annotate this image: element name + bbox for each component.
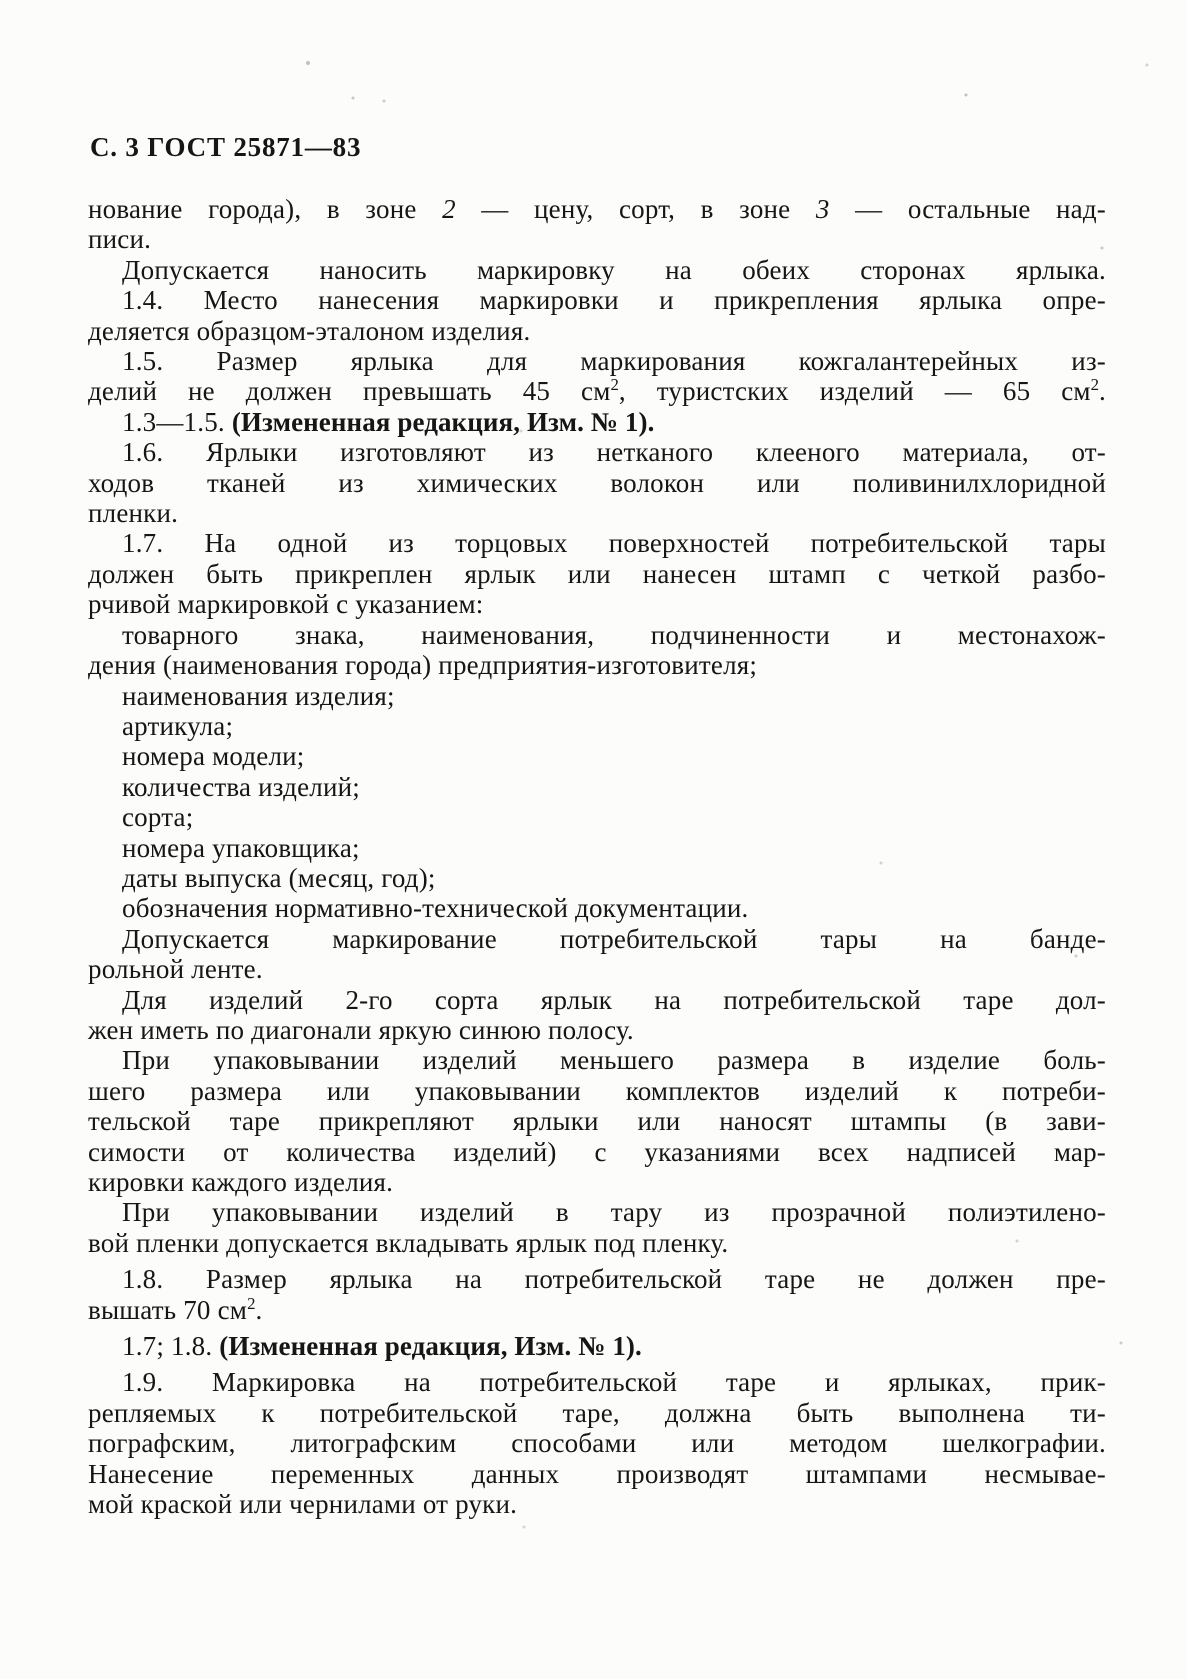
text-run: делий не должен превышать 45 см (88, 376, 611, 407)
text-run: вой пленки допускается вкладывать ярлык под пленку. (88, 1227, 729, 1258)
text-line (88, 954, 1106, 984)
text-run: 1.6. Ярлыки изготовляют из нетканого клееного материала, от- (122, 437, 1106, 468)
text-run: 1.8. Размер ярлыка на потребительской таре не должен пре- (122, 1264, 1106, 1295)
text-line (88, 772, 1106, 802)
text-line (88, 1015, 1106, 1045)
text-line (88, 1045, 1106, 1075)
text-run: вышать 70 см (88, 1294, 248, 1325)
text-run: шего размера или упаковывании комплектов изделий к потреби- (88, 1075, 1106, 1106)
text-run: 3 (815, 194, 830, 224)
text-run: номера модели; (122, 741, 305, 772)
text-line (88, 224, 1106, 254)
text-line (88, 1428, 1106, 1458)
text-line (88, 1264, 1106, 1294)
text-line (88, 1167, 1106, 1197)
text-run: . (255, 1294, 263, 1325)
text-run: даты выпуска (месяц, год); (122, 862, 436, 893)
text-run: 1.3—1.5. (122, 406, 232, 437)
text-line (88, 559, 1106, 589)
text-run: 1.4. Место нанесения маркировки и прикрепления ярлыка опре- (122, 285, 1106, 316)
text-run: 1.7; 1.8. (122, 1331, 220, 1362)
text-run: При упаковывании изделий в тару из прозрачной полиэтилено- (122, 1197, 1106, 1228)
text-line (88, 1137, 1106, 1167)
text-run: обозначения нормативно-технической документации. (122, 893, 749, 924)
text-run: пографским, литографским способами или методом шелкографии. (88, 1428, 1106, 1459)
text-line (88, 437, 1106, 467)
text-line (88, 924, 1106, 954)
text-run: наименования изделия; (122, 680, 395, 711)
text-line (88, 1489, 1106, 1519)
text-line (88, 650, 1106, 680)
text-run: симости от количества изделий) с указаниями всех надписей мар- (88, 1136, 1106, 1167)
text-line (88, 255, 1106, 285)
text-line (88, 498, 1106, 528)
text-run: — цену, сорт, в зоне (455, 194, 816, 224)
text-run: тельской таре прикрепляют ярлыки или наносят штампы (в зави- (88, 1106, 1106, 1137)
text-line (88, 1197, 1106, 1227)
text-run: Допускается маркирование потребительской тары на банде- (122, 923, 1106, 954)
text-line (88, 1331, 1106, 1361)
text-run: артикула; (122, 710, 234, 741)
text-run: дения (наименования города) предприятия-изготовителя; (88, 650, 758, 681)
text-line (88, 316, 1106, 346)
text-line (88, 194, 1106, 224)
text-line (88, 681, 1106, 711)
text-line (88, 620, 1106, 650)
text-line (88, 1076, 1106, 1106)
text-run: Допускается наносить маркировку на обеих сторонах ярлыка. (122, 254, 1106, 285)
text-run: — остальные над- (829, 194, 1106, 224)
text-run: При упаковывании изделий меньшего размера в изделие боль- (122, 1045, 1106, 1076)
text-line (88, 1398, 1106, 1428)
text-run: писи. (88, 224, 152, 255)
text-line (88, 1367, 1106, 1397)
text-line (88, 985, 1106, 1015)
text-run: рольной ленте. (88, 954, 263, 985)
text-line (88, 863, 1106, 893)
text-run: (Измененная редакция, Изм. № 1). (219, 1331, 642, 1362)
scan-speck-artifacts (0, 0, 2, 2)
page-header: С. 3 ГОСТ 25871—83 (90, 132, 362, 162)
text-run: , туристских изделий — 65 см (618, 376, 1091, 407)
text-line (88, 741, 1106, 771)
text-run: репляемых к потребительской таре, должна быть выполнена ти- (88, 1397, 1106, 1428)
text-line (88, 802, 1106, 832)
text-run: Нанесение переменных данных производят штампами несмывае- (88, 1458, 1106, 1489)
text-run: товарного знака, наименования, подчиненности и местонахож- (122, 619, 1106, 650)
text-run: 2 (1090, 375, 1100, 395)
text-run: 2 (442, 194, 456, 224)
text-line (88, 1228, 1106, 1258)
text-run: 1.9. Маркировка на потребительской таре и ярлыках, прик- (122, 1367, 1106, 1398)
text-line (88, 1106, 1106, 1136)
text-line (88, 376, 1106, 406)
text-line (88, 346, 1106, 376)
text-run: рчивой маркировкой с указанием: (88, 589, 484, 620)
document-body (88, 194, 1106, 1519)
text-run: кировки каждого изделия. (88, 1167, 394, 1197)
text-run: деляется образцом-эталоном изделия. (88, 315, 531, 346)
text-run: . (1099, 376, 1106, 407)
text-line (88, 1295, 1106, 1325)
text-run: 1.5. Размер ярлыка для маркирования кожгалантерейных из- (122, 346, 1106, 377)
text-run: Для изделий 2-го сорта ярлык на потребительской таре дол- (122, 984, 1106, 1015)
text-run: мой краской или чернилами от руки. (88, 1489, 518, 1520)
text-run: ходов тканей из химических волокон или поливинилхлоридной (88, 467, 1106, 498)
text-line (88, 407, 1106, 437)
text-run: нование города), в зоне (88, 194, 443, 224)
text-line (88, 589, 1106, 619)
text-run: количества изделий; (122, 771, 360, 802)
text-run: сорта; (122, 802, 194, 833)
text-line (88, 833, 1106, 863)
text-run: должен быть прикреплен ярлык или нанесен штамп с четкой разбо- (88, 558, 1106, 589)
text-run: (Измененная редакция, Изм. № 1). (231, 406, 655, 437)
text-line (88, 711, 1106, 741)
text-line (88, 528, 1106, 558)
text-line (88, 285, 1106, 315)
text-run: жен иметь по диагонали яркую синюю полосу. (88, 1014, 634, 1045)
text-run: 2 (247, 1293, 256, 1313)
text-run: 1.7. На одной из торцовых поверхностей потребительской тары (122, 528, 1106, 559)
text-run: номера упаковщика; (122, 832, 360, 863)
text-line (88, 468, 1106, 498)
text-run: 2 (610, 375, 619, 395)
text-line (88, 1459, 1106, 1489)
text-run: пленки. (88, 498, 179, 529)
text-line (88, 893, 1106, 923)
